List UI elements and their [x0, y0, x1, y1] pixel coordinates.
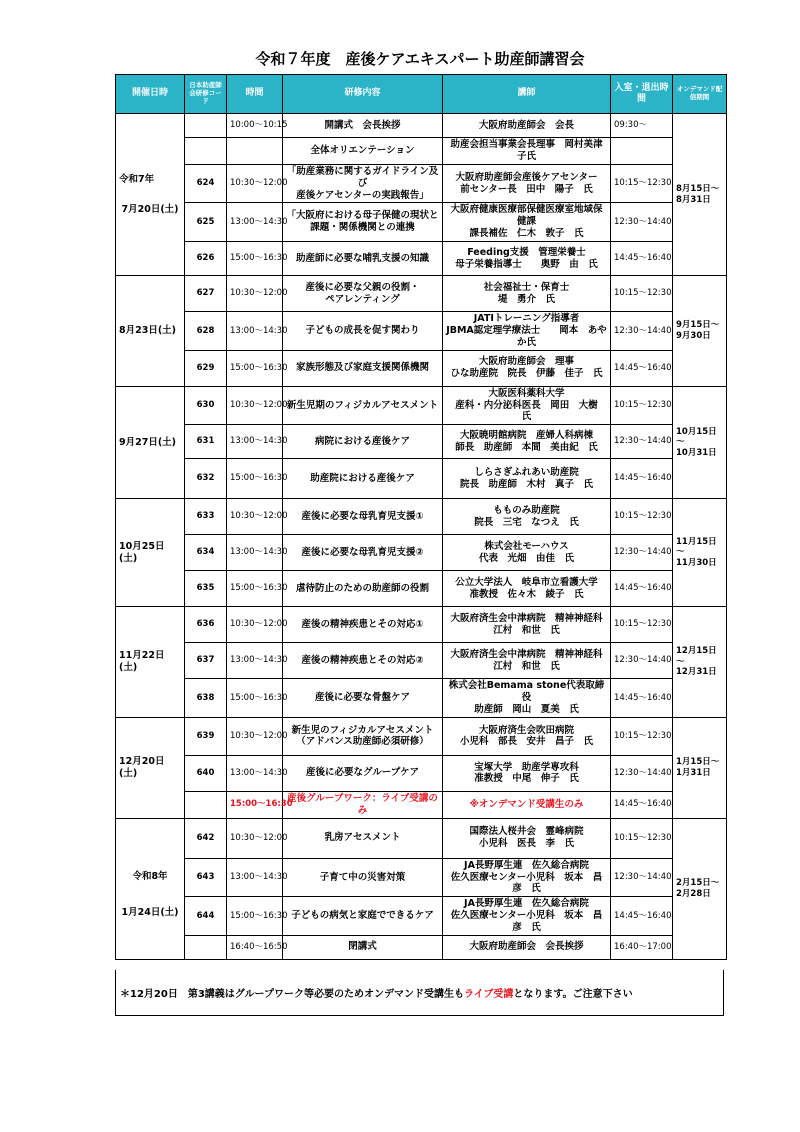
training-code: 636: [185, 607, 227, 643]
table-row: [116, 935, 727, 959]
table-row: [116, 717, 727, 755]
ondemand-line: 2月15日～: [676, 878, 720, 889]
lecturer-line: 代表 光畑 由佳 氏: [478, 552, 574, 564]
room-entry-time: 12:30～14:40: [611, 203, 673, 242]
lecturer-line: ひな助産院 院長 伊藤 佳子 氏: [450, 368, 603, 380]
ondemand-line: 10月15日～: [676, 426, 717, 448]
lecturer-line: 株式会社Bemama stone代表取締役: [448, 680, 605, 704]
topic-line: 新生児のフィジカルアセスメント: [291, 724, 434, 736]
ondemand-period: [673, 499, 727, 607]
topic-line: 助産師に必要な哺乳支援の知識: [295, 252, 429, 264]
ondemand-line: 9月15日～: [676, 320, 720, 331]
session-time: 15:00～16:30: [227, 897, 283, 936]
room-entry-time: 12:30～14:40: [611, 535, 673, 571]
topic-line: 家族形態及び家庭支援関係機関: [295, 362, 429, 374]
topic-line: 乳房アセスメント: [324, 832, 401, 844]
room-entry-time: [611, 138, 673, 165]
session-time: 15:00～16:30: [227, 242, 283, 276]
session-lecturer: [443, 312, 611, 351]
ondemand-line: 1月15日～: [676, 757, 720, 768]
header-topic: 研修内容: [283, 75, 443, 114]
training-code: [185, 114, 227, 138]
table-row: [116, 643, 727, 679]
session-lecturer: [443, 818, 611, 858]
table-row: [116, 571, 727, 607]
table-row: [116, 312, 727, 351]
room-entry-time: 14:45～16:40: [611, 897, 673, 936]
session-topic: [283, 499, 443, 535]
session-lecturer: [443, 858, 611, 897]
note-highlight: ライブ受講: [464, 989, 514, 1000]
ondemand-line: 12月15日～: [676, 646, 717, 667]
session-topic: [283, 818, 443, 858]
table-row: [116, 679, 727, 718]
header-lecturer: 講師: [443, 75, 611, 114]
lecturer-line: 大阪府助産師会 理事: [478, 356, 574, 368]
ondemand-period: [673, 114, 727, 276]
lecturer-line: 佐久医療センター小児科 坂本 昌彦 氏: [450, 910, 603, 933]
session-time: 10:30～12:00: [227, 499, 283, 535]
lecturer-line: 産科・内分泌科医長 岡田 大樹 氏: [455, 399, 608, 423]
topic-line: 子どもの成長を促す関わり: [305, 324, 420, 336]
room-entry-time: 10:15～12:30: [611, 386, 673, 425]
note-text-end: となります。ご注意下さい: [513, 989, 633, 1000]
ondemand-line: 8月15日～: [676, 183, 720, 194]
lecturer-line: 大阪医科薬科大学: [488, 387, 565, 399]
session-date-day: 1月24日(土): [121, 907, 179, 919]
lecturer-line: 母子栄養指導士 奥野 由 氏: [455, 258, 598, 270]
session-time: 13:00～14:30: [227, 643, 283, 679]
session-lecturer: [443, 535, 611, 571]
table-row: [116, 138, 727, 165]
training-code: 624: [185, 164, 227, 203]
table-row: [116, 276, 727, 312]
session-date-day: 7月20日(土): [121, 203, 179, 215]
header-code: 日本助産師会研修コード: [185, 75, 227, 114]
session-lecturer: [443, 897, 611, 936]
session-time: 10:30～12:00: [227, 607, 283, 643]
lecturer-line: しらさぎふれあい助産院: [474, 466, 579, 478]
room-entry-time: 12:30～14:40: [611, 643, 673, 679]
ondemand-line: 9月30日: [676, 330, 711, 341]
lecturer-line: 江村 和世 氏: [493, 660, 560, 672]
lecturer-line: 課長補佐 仁木 敦子 氏: [469, 228, 584, 240]
lecturer-line: JA長野厚生連 佐久総合病院: [464, 898, 589, 910]
session-time: 16:40～16:50: [227, 935, 283, 959]
training-code: 629: [185, 350, 227, 386]
training-code: 634: [185, 535, 227, 571]
lecturer-line: 小児科 医長 李 氏: [478, 838, 574, 850]
session-time: 13:00～14:30: [227, 858, 283, 897]
lecturer-line: 助産会担当事業会長理事 岡村美津子氏: [450, 139, 603, 162]
training-code: 642: [185, 818, 227, 858]
training-code: 640: [185, 755, 227, 791]
topic-line: 産後に必要な骨盤ケア: [314, 692, 410, 704]
session-topic: [283, 459, 443, 499]
session-date: 9月27日(土): [116, 386, 185, 499]
training-code: [185, 935, 227, 959]
lecturer-line: 前センター長 田中 陽子 氏: [460, 183, 593, 195]
room-entry-time: 14:45～16:40: [611, 571, 673, 607]
lecturer-line: 社会福祉士・保育士: [483, 281, 570, 293]
training-code: 635: [185, 571, 227, 607]
room-entry-time: 10:15～12:30: [611, 499, 673, 535]
session-topic: [283, 276, 443, 312]
session-topic: [283, 350, 443, 386]
lecturer-line: 大阪府済生会中津病院 精神神経科: [450, 648, 603, 660]
lecturer-line: 小児科 部長 安井 昌子 氏: [459, 736, 593, 748]
table-row: [116, 818, 727, 858]
room-entry-time: 12:30～14:40: [611, 425, 673, 459]
session-time: 13:00～14:30: [227, 535, 283, 571]
lecturer-line: 院長 助産師 木村 真子 氏: [459, 478, 593, 490]
session-topic: [283, 535, 443, 571]
session-topic: [283, 242, 443, 276]
session-lecturer: [443, 386, 611, 425]
room-entry-time: 14:45～16:40: [611, 459, 673, 499]
note-text: ＊12月20日 第3講義はグループワーク等必要のためオンデマンド受講生も: [120, 989, 464, 1000]
room-entry-time: 12:30～14:40: [611, 755, 673, 791]
topic-line: 「大阪府における母子保健の現状と: [286, 210, 439, 222]
session-topic: [283, 897, 443, 936]
lecturer-line: 師長 助産師 本間 美由紀 氏: [455, 441, 598, 453]
lecturer-line: JATIトレーニング指導者: [473, 313, 580, 324]
table-row: [116, 114, 727, 138]
session-topic: [283, 312, 443, 351]
session-time: 13:00～14:30: [227, 203, 283, 242]
session-time: [227, 138, 283, 165]
topic-line: 課題・関係機関との連携: [310, 222, 415, 234]
room-entry-time: 10:15～12:30: [611, 717, 673, 755]
header-room: 入室・退出時間: [611, 75, 673, 114]
header-row: [116, 75, 727, 114]
topic-line: 産後グループワーク：ライブ受講のみ: [287, 792, 438, 816]
training-code: 625: [185, 203, 227, 242]
session-lecturer: [443, 425, 611, 459]
topic-line: 産後の精神疾患とその対応②: [301, 654, 424, 666]
session-time: 10:30～12:00: [227, 164, 283, 203]
session-lecturer: [443, 679, 611, 718]
session-date: 12月20日(土): [116, 717, 185, 818]
topic-line: 全体オリエンテーション: [310, 144, 415, 156]
session-lecturer: [443, 138, 611, 165]
session-lecturer: [443, 242, 611, 276]
session-lecturer: [443, 203, 611, 242]
session-time: 10:30～12:00: [227, 386, 283, 425]
session-topic: [283, 164, 443, 203]
session-lecturer: [443, 350, 611, 386]
table-row: [116, 897, 727, 936]
session-lecturer: [443, 459, 611, 499]
table-row: [116, 755, 727, 791]
session-topic: [283, 571, 443, 607]
ondemand-line: 2月28日: [676, 888, 711, 899]
lecturer-line: もものみ助産院: [493, 504, 560, 516]
page-title: 令和７年度 産後ケアエキスパート助産師講習会: [255, 50, 585, 68]
lecturer-line: Feeding支援 管理栄養士: [467, 246, 586, 258]
session-lecturer: [443, 717, 611, 755]
room-entry-time: 14:45～16:40: [611, 679, 673, 718]
table-row: [116, 535, 727, 571]
session-time: 13:00～14:30: [227, 755, 283, 791]
lecturer-line: JBMA認定理学療法士 岡本 あやか氏: [446, 324, 607, 348]
table-row: [116, 459, 727, 499]
session-time: 10:30～12:00: [227, 717, 283, 755]
topic-line: 産後に必要な母乳育児支援②: [301, 546, 424, 558]
topic-line: 産後に必要なグループケア: [306, 767, 419, 779]
room-entry-time: 12:30～14:40: [611, 858, 673, 897]
training-code: [185, 791, 227, 818]
training-code: 637: [185, 643, 227, 679]
session-topic: [283, 679, 443, 718]
lecturer-line: 准教授 中尾 伸子 氏: [474, 773, 579, 785]
lecturer-line: 大阪府健康医療部保健医療室地域保健課: [450, 204, 603, 228]
session-time: 13:00～14:30: [227, 312, 283, 351]
ondemand-line: 10月31日: [676, 447, 717, 458]
topic-line: 開講式 会長挨拶: [324, 119, 401, 131]
lecturer-line: 大阪府済生会中津病院 精神神経科: [450, 612, 603, 624]
lecturer-line: 准教授 佐々木 綾子 氏: [469, 588, 584, 600]
session-time: 13:00～14:30: [227, 425, 283, 459]
room-entry-time: 10:15～12:30: [611, 607, 673, 643]
header-time: 時間: [227, 75, 283, 114]
topic-line: 閉講式: [348, 941, 377, 953]
training-code: 633: [185, 499, 227, 535]
training-code: 644: [185, 897, 227, 936]
room-entry-time: 14:45～16:40: [611, 242, 673, 276]
lecturer-line: 堤 勇介 氏: [497, 293, 555, 305]
lecturer-line: 佐久医療センター小児科 坂本 昌彦 氏: [450, 871, 603, 895]
ondemand-period: [673, 607, 727, 718]
topic-line: 「助産業務に関するガイドライン及び: [286, 165, 439, 189]
header-date: 開催日時: [116, 75, 185, 114]
session-time: 10:30～12:00: [227, 818, 283, 858]
lecturer-line: 大阪府済生会吹田病院: [478, 724, 574, 736]
lecturer-line: JA長野厚生連 佐久総合病院: [464, 859, 589, 871]
training-code: 627: [185, 276, 227, 312]
session-topic: [283, 935, 443, 959]
footer-note: [115, 970, 724, 1016]
session-date-year: 令和8年: [132, 871, 168, 883]
session-lecturer: [443, 571, 611, 607]
training-code: 630: [185, 386, 227, 425]
table-row: [116, 386, 727, 425]
lecturer-line: 大阪府助産師会 会長挨拶: [469, 941, 584, 953]
session-topic: [283, 858, 443, 897]
topic-line: 産後に必要な父親の役割・: [305, 281, 420, 293]
ondemand-period: [673, 386, 727, 499]
lecturer-line: 大阪府助産師会 会長: [478, 119, 574, 131]
lecturer-line: 大阪暁明館病院 産婦人科病棟: [459, 429, 593, 441]
topic-line: 新生児期のフィジカルアセスメント: [286, 399, 439, 411]
session-time: 15:00～16:30: [227, 679, 283, 718]
session-date: [116, 818, 185, 959]
lecturer-line: 院長 三宅 なつえ 氏: [474, 516, 579, 528]
ondemand-period: [673, 717, 727, 818]
lecturer-line: 宝塚大学 助産学専攻科: [474, 761, 579, 773]
session-time: 15:00～16:30: [227, 791, 283, 818]
session-lecturer: [443, 164, 611, 203]
room-entry-time: 10:15～12:30: [611, 818, 673, 858]
session-topic: [283, 138, 443, 165]
session-date: [116, 114, 185, 276]
session-time: 10:00～10:15: [227, 114, 283, 138]
table-row: [116, 203, 727, 242]
training-code: [185, 138, 227, 165]
session-time: 15:00～16:30: [227, 571, 283, 607]
topic-line: 子どもの病気と家庭でできるケア: [291, 910, 434, 922]
session-topic: [283, 203, 443, 242]
training-code: 631: [185, 425, 227, 459]
session-lecturer: [443, 607, 611, 643]
ondemand-line: 1月31日: [676, 767, 711, 778]
lecturer-line: 大阪府助産師会産後ケアセンター: [455, 171, 598, 183]
session-lecturer: [443, 791, 611, 818]
schedule-table: [115, 74, 727, 960]
topic-line: 助産院における産後ケア: [310, 472, 415, 484]
lecturer-line: 江村 和世 氏: [493, 624, 560, 636]
session-lecturer: [443, 935, 611, 959]
ondemand-line: 8月31日: [676, 194, 711, 205]
training-code: 632: [185, 459, 227, 499]
topic-line: 子育て中の災害対策: [319, 871, 406, 883]
session-lecturer: [443, 499, 611, 535]
session-topic: [283, 425, 443, 459]
room-entry-time: 14:45～16:40: [611, 350, 673, 386]
session-topic: [283, 114, 443, 138]
room-entry-time: 10:15～12:30: [611, 276, 673, 312]
session-date: 8月23日(土): [116, 276, 185, 387]
training-code: 638: [185, 679, 227, 718]
session-date: 10月25日(土): [116, 499, 185, 607]
table-row: [116, 791, 727, 818]
topic-line: 虐待防止のための助産師の役割: [295, 582, 429, 594]
table-row: [116, 350, 727, 386]
lecturer-line: ※オンデマンド受講生のみ: [469, 798, 584, 810]
session-lecturer: [443, 276, 611, 312]
ondemand-line: 11月30日: [676, 558, 717, 569]
session-topic: [283, 386, 443, 425]
training-code: 628: [185, 312, 227, 351]
room-entry-time: 14:45～16:40: [611, 791, 673, 818]
training-code: 643: [185, 858, 227, 897]
table-row: [116, 858, 727, 897]
lecturer-line: 公立大学法人 岐阜市立看護大学: [455, 576, 598, 588]
table-row: [116, 242, 727, 276]
session-topic: [283, 791, 443, 818]
table-row: [116, 164, 727, 203]
table-row: [116, 425, 727, 459]
training-code: 639: [185, 717, 227, 755]
session-topic: [283, 607, 443, 643]
session-topic: [283, 755, 443, 791]
session-time: 15:00～16:30: [227, 459, 283, 499]
session-date-year: 令和7年: [119, 173, 155, 185]
topic-line: 病院における産後ケア: [314, 435, 410, 447]
topic-line: 産後の精神疾患とその対応①: [301, 618, 424, 630]
training-code: 626: [185, 242, 227, 276]
topic-line: 産後に必要な母乳育児支援①: [301, 510, 424, 522]
session-lecturer: [443, 114, 611, 138]
session-time: 10:30～12:00: [227, 276, 283, 312]
table-row: [116, 499, 727, 535]
room-entry-time: 09:30～: [611, 114, 673, 138]
room-entry-time: 10:15～12:30: [611, 164, 673, 203]
header-ondemand: オンデマンド配信期間: [673, 75, 727, 114]
ondemand-line: 12月31日: [676, 667, 717, 678]
room-entry-time: 16:40～17:00: [611, 935, 673, 959]
topic-line: ペアレンティング: [325, 293, 400, 305]
session-lecturer: [443, 755, 611, 791]
ondemand-period: [673, 276, 727, 387]
room-entry-time: 12:30～14:40: [611, 312, 673, 351]
session-lecturer: [443, 643, 611, 679]
ondemand-period: [673, 818, 727, 959]
lecturer-line: 国際法人桜井会 霊峰病院: [469, 826, 584, 838]
lecturer-line: 助産師 岡山 夏美 氏: [474, 704, 579, 715]
topic-line: 産後ケアセンターの実践報告」: [296, 189, 429, 201]
session-topic: [283, 643, 443, 679]
session-date: 11月22日(土): [116, 607, 185, 718]
lecturer-line: 株式会社モーハウス: [484, 540, 569, 552]
session-time: 15:00～16:30: [227, 350, 283, 386]
table-row: [116, 607, 727, 643]
topic-line: （アドバンス助産師必須研修）: [296, 736, 429, 748]
session-topic: [283, 717, 443, 755]
ondemand-line: 11月15日～: [676, 536, 717, 558]
